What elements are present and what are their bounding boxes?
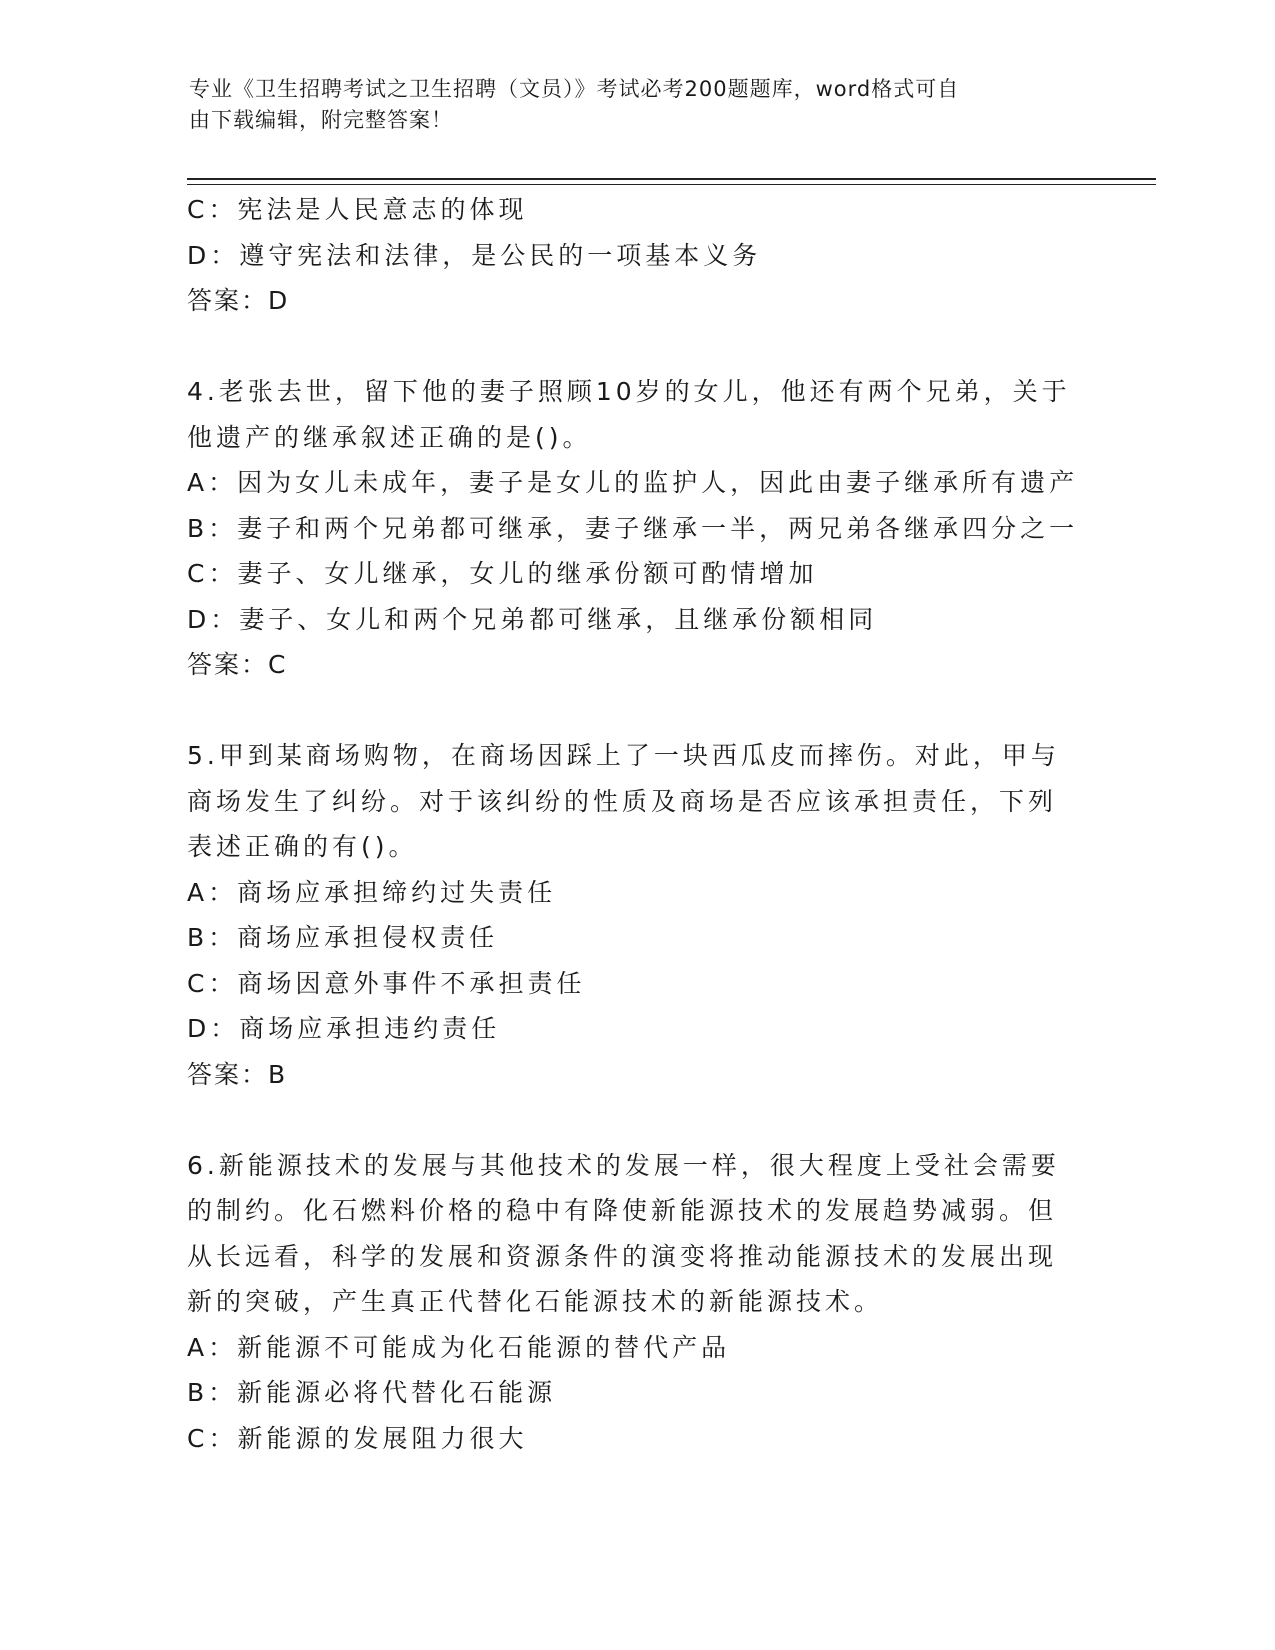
q4-stem-line-2: 他遗产的继承叙述正确的是()。 — [187, 422, 592, 452]
q4-option-a: A：因为女儿未成年，妻子是女儿的监护人，因此由妻子继承所有遗产 — [187, 468, 1079, 497]
q4-option-c: C：妻子、女儿继承，女儿的继承份额可酌情增加 — [187, 559, 818, 588]
q4-option-d: D：妻子、女儿和两个兄弟都可继承，且继承份额相同 — [187, 604, 878, 634]
q6-option-a: A：新能源不可能成为化石能源的替代产品 — [187, 1332, 731, 1362]
q6-stem-line-3: 从长远看，科学的发展和资源条件的演变将推动能源技术的发展出现 — [187, 1241, 1058, 1271]
q4-stem-line-1: 4.老张去世，留下他的妻子照顾10岁的女儿，他还有两个兄弟，关于 — [187, 377, 1071, 406]
q5-option-a: A：商场应承担缔约过失责任 — [187, 877, 557, 907]
q5-option-c: C：商场因意外事件不承担责任 — [187, 968, 586, 998]
q3-option-d: D：遵守宪法和法律，是公民的一项基本义务 — [187, 240, 762, 270]
q4-answer: 答案：C — [187, 650, 288, 679]
q6-stem-line-4: 新的突破，产生真正代替化石能源技术的新能源技术。 — [187, 1287, 884, 1316]
spacer — [187, 688, 1087, 734]
question-3 — [187, 187, 1087, 324]
q5-stem-line-3: 表述正确的有()。 — [187, 832, 418, 861]
q6-option-b: B：新能源必将代替化石能源 — [187, 1378, 557, 1407]
q6-option-c: C：新能源的发展阻力很大 — [187, 1423, 528, 1453]
q5-stem-line-1: 5.甲到某商场购物，在商场因踩上了一块西瓜皮而摔伤。对此，甲与 — [187, 741, 1060, 770]
header-line-2: 由下载编辑，附完整答案！ — [189, 108, 453, 132]
question-5 — [187, 733, 1087, 1097]
q5-option-b: B：商场应承担侵权责任 — [187, 923, 499, 952]
q4-option-b: B：妻子和两个兄弟都可继承，妻子继承一半，两兄弟各继承四分之一 — [187, 513, 1079, 543]
header-rule-thick — [187, 178, 1156, 180]
document-header — [189, 74, 1089, 136]
spacer — [187, 324, 1087, 370]
question-6 — [187, 1143, 1087, 1462]
q5-option-d: D：商场应承担违约责任 — [187, 1014, 501, 1043]
header-line-1: 专业《卫生招聘考试之卫生招聘（文员）》考试必考200题题库，word格式可自 — [189, 77, 960, 101]
question-content — [187, 187, 1087, 1461]
q5-answer: 答案：B — [187, 1059, 288, 1089]
q5-stem-line-2: 商场发生了纠纷。对于该纠纷的性质及商场是否应该承担责任，下列 — [187, 786, 1058, 816]
q3-option-c: C：宪法是人民意志的体现 — [187, 195, 528, 224]
question-4 — [187, 369, 1087, 688]
spacer — [187, 1097, 1087, 1143]
q3-answer: 答案：D — [187, 286, 290, 315]
header-rule-thin — [187, 184, 1156, 185]
q6-stem-line-1: 6.新能源技术的发展与其他技术的发展一样，很大程度上受社会需要 — [187, 1150, 1060, 1180]
q6-stem-line-2: 的制约。化石燃料价格的稳中有降使新能源技术的发展趋势减弱。但 — [187, 1196, 1058, 1225]
